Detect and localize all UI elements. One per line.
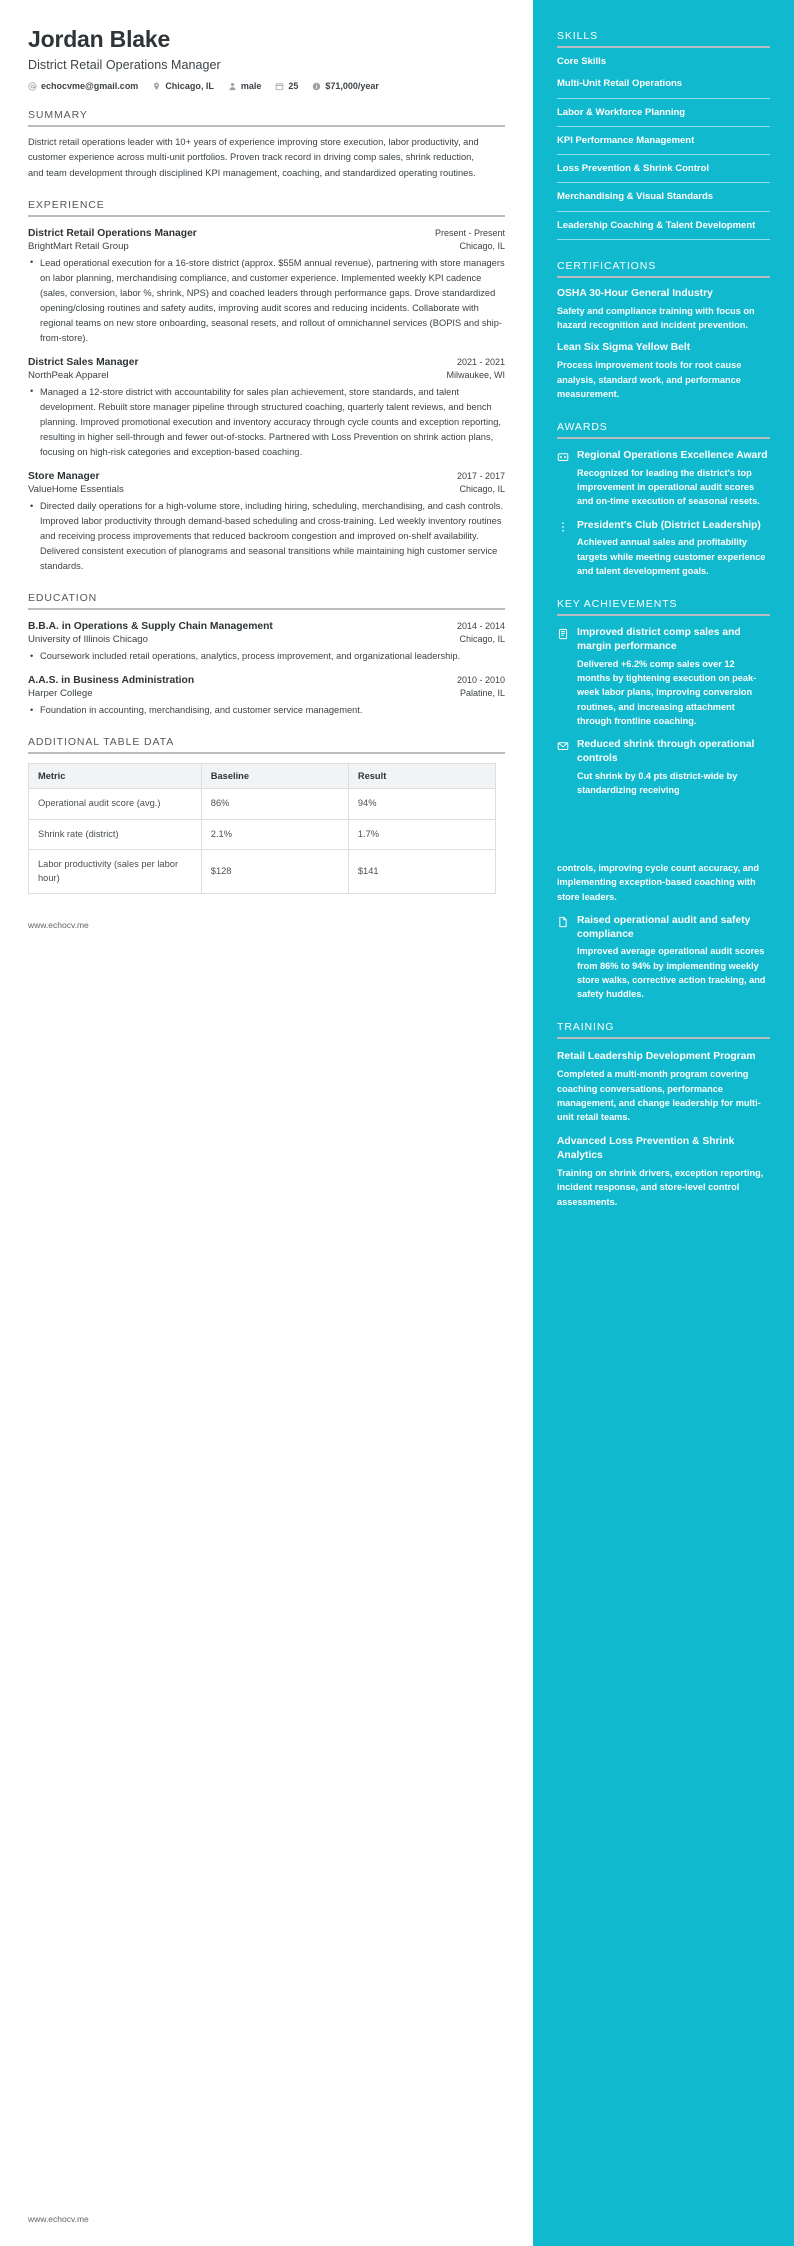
sidebar-item-skill: KPI Performance Management [557,127,770,155]
person-icon [228,82,237,91]
contact-gender-value: male [240,81,262,92]
achievement-item [557,626,770,728]
entry-location: Chicago, IL [459,484,505,495]
column-header-result: Result [348,764,495,789]
table-cell: Operational audit score (avg.) [29,789,202,819]
award-description: Achieved annual sales and profitability targets while meeting customer experience and talent development goals. [577,537,766,576]
additional-data-table [28,763,496,894]
table-cell: 1.7% [348,819,495,849]
entry-title: Store Manager [28,471,100,483]
contact-location [152,81,214,91]
entry-dates: 2017 - 2017 [456,471,505,482]
contact-salary [312,81,379,91]
mail-icon [557,740,569,752]
certification-item [557,341,770,401]
training-heading: TRAINING [557,1021,615,1034]
sidebar-section-certifications [557,260,770,401]
footer-url[interactable]: www.echocv.me [28,920,89,931]
section-summary [28,109,505,180]
education-entry [28,621,505,664]
entry-title: A.A.S. in Business Administration [28,675,195,687]
skills-heading: SKILLS [557,30,599,42]
entry-bullets [28,256,505,346]
experience-entry [28,471,505,574]
column-break-gap [557,797,770,857]
calendar-icon [275,82,284,91]
contact-gender [228,81,262,91]
table-header-row [29,764,496,789]
sidebar-item-skill: Multi-Unit Retail Operations [557,70,770,98]
contact-age-value: 25 [288,81,299,92]
entry-organization: NorthPeak Apparel [28,369,109,381]
contact-email[interactable] [28,81,138,91]
additional-table-heading: ADDITIONAL TABLE DATA [28,736,175,749]
email-icon [28,82,37,91]
award-item [557,449,770,509]
certifications-heading: CERTIFICATIONS [557,260,657,273]
section-divider [28,215,505,217]
code-badge-icon [557,451,569,463]
dollar-info-icon [312,82,321,91]
section-divider [28,608,505,610]
certification-description: Safety and compliance training with focus on hazard recognition and incident prevention. [557,305,755,331]
sidebar-section-key-achievements [557,598,770,1001]
experience-entry [28,357,505,460]
certification-description: Process improvement tools for root cause analysis, standard work, and performance measurement. [557,360,742,399]
entry-bullets [28,385,505,460]
award-title: President's Club (District Leadership) [577,519,761,531]
achievement-item [557,914,770,1002]
certification-title: OSHA 30-Hour General Industry [557,288,713,300]
awards-heading: AWARDS [557,421,608,434]
entry-organization: University of Illinois Chicago [28,634,148,646]
achievement-title: Reduced shrink through operational controls [577,739,755,764]
entry-dates: 2010 - 2010 [456,675,505,686]
contact-email-value: echocvme@gmail.com [41,81,139,92]
entry-organization: ValueHome Essentials [28,484,124,496]
table-cell: Shrink rate (district) [29,819,202,849]
list-item: • Directed daily operations for a high-volume store, including hiring, scheduling, merchandising, and cash controls. Improved labor productivity through demand-based scheduling and cross-training. Led weekly inventory routines and receiving process improvements that reduced backroom congestion and improved on-shelf availability. Delivered consistent execution of planograms and seasonal transitions while maintaining high customer service standards. [39,499,505,574]
entry-bullets [28,703,505,718]
contact-age [275,81,298,91]
location-pin-icon [152,82,161,91]
contact-bar [28,81,505,91]
achievement-item [557,738,770,797]
summary-text: District retail operations leader with 10+ years of experience improving store execution, labor productivity, and customer experience across multi-unit portfolios. Proven track record in driving comp sales, shrink reduction, and team development through disciplined KPI management, coaching, and standardized operating routines. [28,137,479,178]
section-education [28,592,505,718]
entry-organization: Harper College [28,688,93,700]
sidebar-item-skill: Labor & Workforce Planning [557,99,770,127]
entry-location: Palatine, IL [459,688,505,699]
list-item: • Foundation in accounting, merchandising, and customer service management. [39,703,505,718]
table-cell: 2.1% [201,819,348,849]
award-description: Recognized for leading the district's top improvement in operational audit scores and on-time execution of seasonal resets. [577,467,760,507]
sidebar-column [533,0,794,2246]
list-item: • Managed a 12-store district with accountability for sales plan achievement, store standards, and talent development. Rebuilt store manager pipeline through structured coaching, quarterly talent reviews, and bench planning. Improved promotional execution and inventory accuracy through cycle counts and exception reporting, resulting in higher sell-through and fewer out-of-stocks. Partnered with Loss Prevention on shrink action plans, focusing on high-risk categories and exception-based coaching. [39,385,505,460]
column-header-metric: Metric [29,764,202,789]
training-title: Retail Leadership Development Program [557,1051,756,1063]
sidebar-divider [557,437,770,439]
training-description: Training on shrink drivers, exception reporting, incident response, and store-level control assessments. [557,1168,764,1207]
section-divider [28,752,505,754]
table-cell: 86% [201,789,348,819]
section-divider [28,125,505,127]
sidebar-divider [557,1037,770,1039]
list-item: • Coursework included retail operations, analytics, process improvement, and organizational leadership. [39,649,505,664]
sidebar-section-awards [557,421,770,578]
training-item [557,1135,770,1209]
sidebar-item-skill: Loss Prevention & Shrink Control [557,155,770,183]
education-entry [28,675,505,718]
sidebar-section-training [557,1021,770,1208]
device-icon [557,628,569,640]
certification-title: Lean Six Sigma Yellow Belt [557,342,691,354]
entry-title: District Sales Manager [28,356,139,368]
key-achievements-heading: KEY ACHIEVEMENTS [557,598,678,611]
section-experience [28,199,505,575]
table-row [29,789,496,819]
award-title: Regional Operations Excellence Award [577,450,768,462]
page-title: Jordan Blake [28,26,171,52]
experience-heading: EXPERIENCE [28,198,105,211]
sidebar-item-skill: Merchandising & Visual Standards [557,183,770,211]
experience-entry [28,228,505,346]
entry-location: Milwaukee, WI [446,369,505,380]
achievement-description-continued: controls, improving cycle count accuracy, and implementing exception-based coaching with store leaders. [557,863,760,902]
dots-vertical-icon [557,521,569,533]
entry-dates: 2021 - 2021 [456,356,505,367]
entry-location: Chicago, IL [459,240,505,251]
entry-bullets [28,499,505,574]
achievement-description: Delivered +6.2% comp sales over 12 months by tightening execution on peak-week labor plans, improving conversion routines, and increasing attachment through frontline coaching. [577,658,757,726]
section-additional-table [28,736,505,894]
achievement-title: Improved district comp sales and margin performance [577,627,741,652]
list-item: • Lead operational execution for a 16-store district (approx. $55M annual revenue), partnering with store managers on labor planning, merchandising compliance, and customer experience. Implemented weekly KPI cadence (sales, conversion, labor %, shrink, NPS) and coached leaders through performance gaps. Drove standardized opening/closing routines and safety audits, improving audit scores and reducing incidents. Collaborate with regional teams on new store onboarding, seasonal resets, and rollout of omnichannel services (BOPIS and ship-from-store). [39,256,505,346]
sidebar-item-skill: Leadership Coaching & Talent Development [557,212,770,240]
sidebar-section-skills [557,30,770,240]
entry-title: B.B.A. in Operations & Supply Chain Management [28,621,273,633]
table-row [29,819,496,849]
certification-item [557,287,770,332]
column-header-baseline: Baseline [201,764,348,789]
contact-location-value: Chicago, IL [165,81,214,92]
contact-salary-value: $71,000/year [325,81,379,92]
sidebar-divider [557,614,770,616]
entry-dates: 2014 - 2014 [456,621,505,632]
entry-location: Chicago, IL [459,634,505,645]
document-icon [557,916,569,928]
training-item [557,1050,770,1124]
sidebar-item-core-skills: Core Skills [557,56,607,67]
education-heading: EDUCATION [28,592,98,605]
entry-title: District Retail Operations Manager [28,227,197,239]
table-row [29,850,496,894]
footer-url-bottom[interactable]: www.echocv.me [28,2214,89,2224]
sidebar-divider [557,276,770,278]
summary-heading: SUMMARY [28,109,88,122]
table-cell: Labor productivity (sales per labor hour) [29,850,202,894]
table-cell: $128 [201,850,348,894]
entry-organization: BrightMart Retail Group [28,240,129,252]
entry-bullets [28,649,505,664]
training-title: Advanced Loss Prevention & Shrink Analytics [557,1136,735,1162]
achievement-title: Raised operational audit and safety compliance [577,914,751,940]
achievement-description: Improved average operational audit scores from 86% to 94% by implementing weekly store walks, corrective action tracking, and safety huddles. [577,946,766,1000]
training-description: Completed a multi-month program covering coaching conversations, performance management, and change leadership for multi-unit retail teams. [557,1069,761,1123]
entry-dates: Present - Present [434,227,505,238]
award-item [557,519,770,579]
table-cell: $141 [348,850,495,894]
job-title: District Retail Operations Manager [28,58,221,73]
achievement-description: Cut shrink by 0.4 pts district-wide by standardizing receiving [577,770,738,795]
table-cell: 94% [348,789,495,819]
